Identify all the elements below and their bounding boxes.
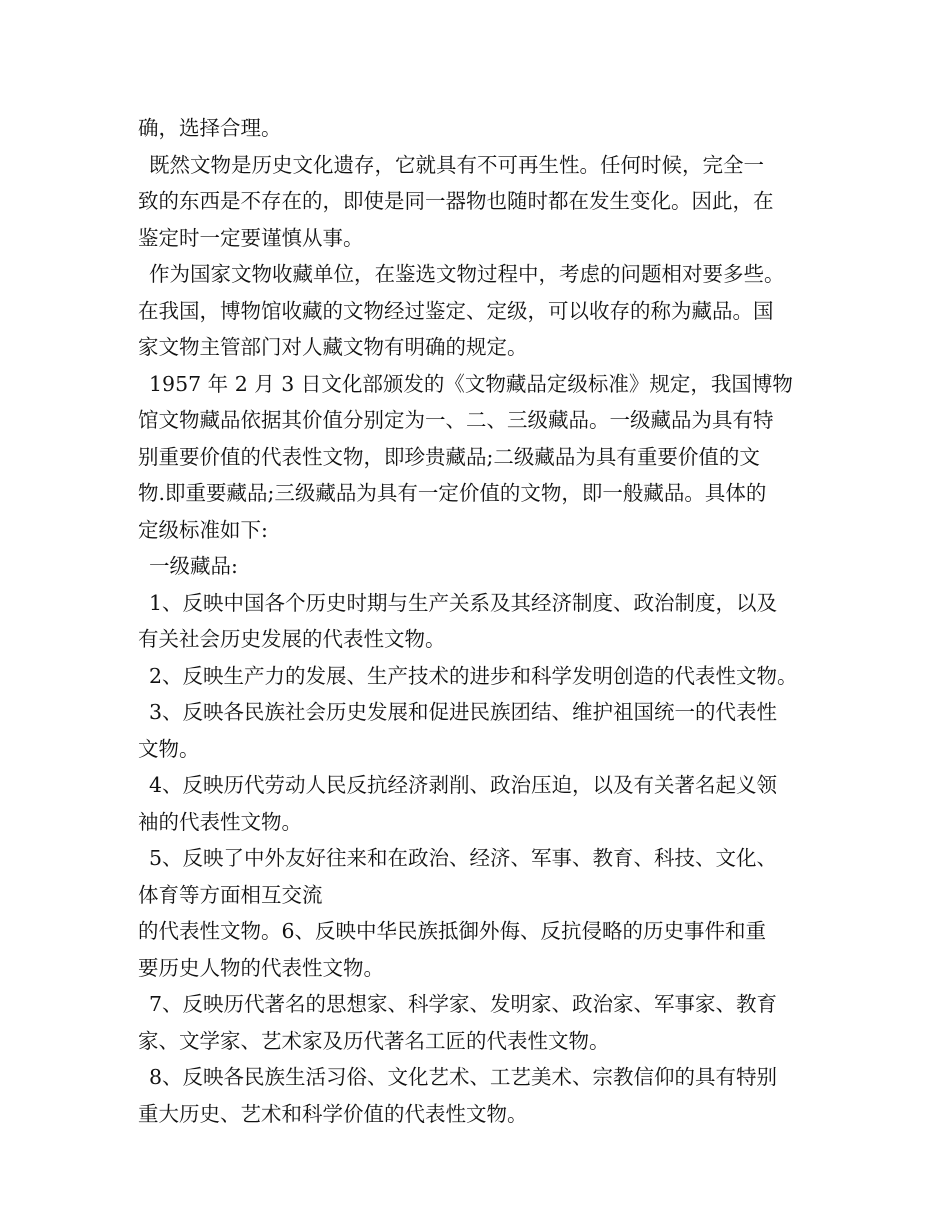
text-line: 4、反映历代劳动人民反抗经济剥削、政治压迫，以及有关著名起义领 xyxy=(149,773,778,797)
text-line: 物.即重要藏品;三级藏品为具有一定价值的文物，即一般藏品。具体的 xyxy=(138,481,767,505)
text-line: 鉴定时一定要谨慎从事。 xyxy=(138,225,364,250)
text-line: 确，选择合理。 xyxy=(138,116,282,140)
text-line: 5、反映了中外友好往来和在政治、经济、军事、教育、科技、文化、 xyxy=(149,846,778,870)
text-line: 的代表性文物。6、反映中华民族抵御外侮、反抗侵略的历史事件和重 xyxy=(138,919,767,943)
text-line: 作为国家文物收藏单位，在鉴选文物过程中，考虑的问题相对要多些。 xyxy=(149,262,785,286)
text-line: 8、反映各民族生活习俗、文化艺术、工艺美术、宗教信仰的具有特别 xyxy=(149,1065,778,1089)
text-line: 家文物主管部门对人藏文物有明确的规定。 xyxy=(138,335,528,359)
text-line: 在我国，博物馆收藏的文物经过鉴定、定级，可以收存的称为藏品。国 xyxy=(138,298,774,323)
text-line: 2、反映生产力的发展、生产技术的进步和科学发明创造的代表性文物。 xyxy=(149,663,798,688)
text-line: 3、反映各民族社会历史发展和促进民族团结、维护祖国统一的代表性 xyxy=(149,700,778,724)
text-line: 馆文物藏品依据其价值分别定为一、二、三级藏品。一级藏品为具有特 xyxy=(138,408,774,432)
text-line: 定级标准如下: xyxy=(138,517,268,542)
text-line: 一级藏品: xyxy=(149,554,238,578)
text-line: 体育等方面相互交流 xyxy=(138,882,323,907)
text-line: 致的东西是不存在的，即使是同一器物也随时都在发生变化。因此，在 xyxy=(138,189,774,213)
text-line: 袖的代表性文物。 xyxy=(138,809,302,834)
text-line: 家、文学家、艺术家及历代著名工匠的代表性文物。 xyxy=(138,1028,610,1053)
text-line: 1957 年 2 月 3 日文化部颁发的《文物藏品定级标准》规定，我国博物 xyxy=(149,371,793,396)
text-line: 别重要价值的代表性文物，即珍贵藏品;二级藏品为具有重要价值的文 xyxy=(138,444,760,469)
text-line: 要历史人物的代表性文物。 xyxy=(138,955,384,980)
body-text xyxy=(138,110,828,1132)
text-line: 文物。 xyxy=(138,736,200,761)
text-line: 7、反映历代著名的思想家、科学家、发明家、政治家、军事家、教育 xyxy=(149,992,778,1016)
text-line: 重大历史、艺术和科学价值的代表性文物。 xyxy=(138,1101,528,1126)
text-line: 1、反映中国各个历史时期与生产关系及其经济制度、政治制度，以及 xyxy=(149,590,778,615)
text-line: 既然文物是历史文化遗存，它就具有不可再生性。任何时候，完全一 xyxy=(149,152,764,177)
text-line: 有关社会历史发展的代表性文物。 xyxy=(138,627,446,651)
